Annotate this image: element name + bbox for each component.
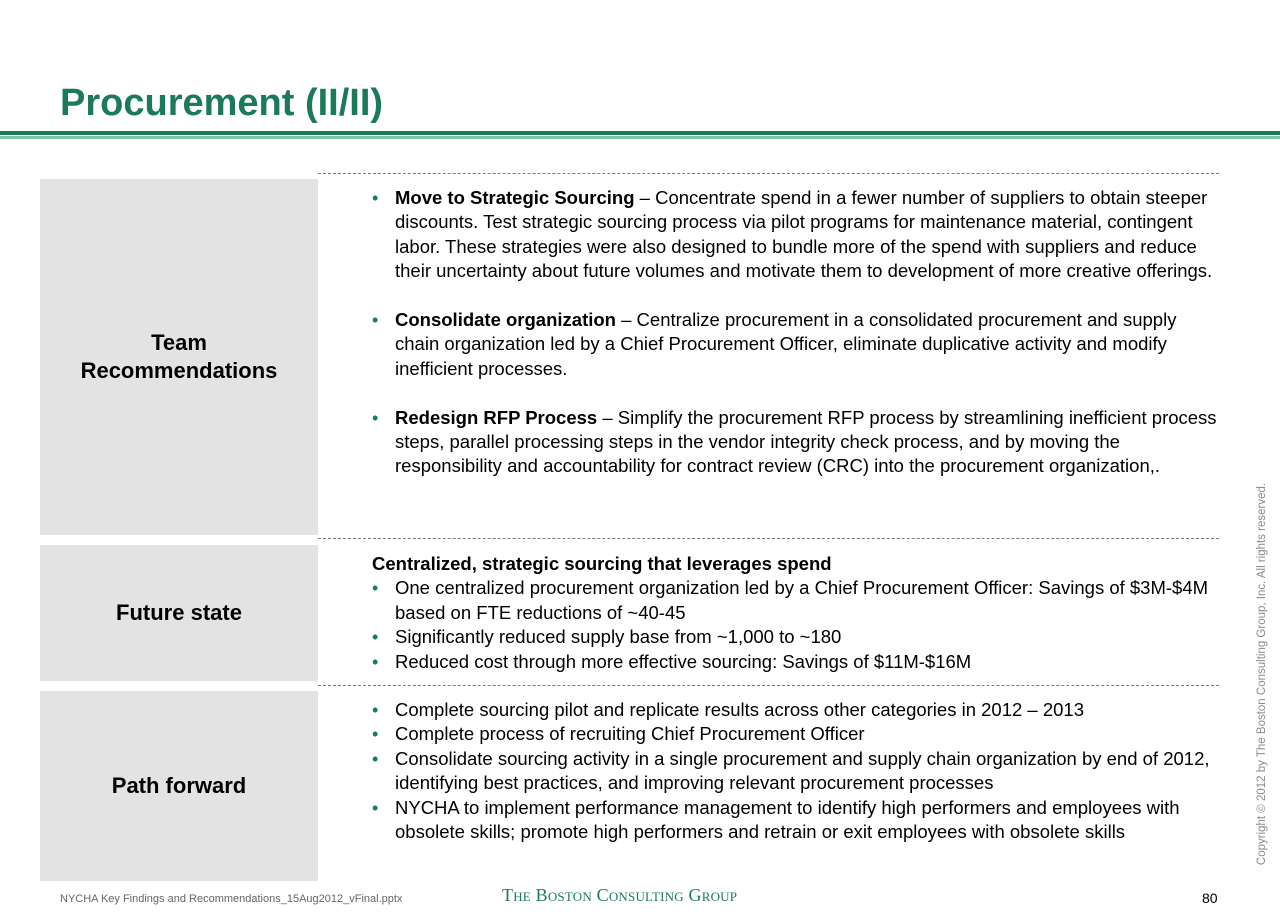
team-recommendations-list [372,186,1222,479]
list-item: • Complete sourcing pilot and replicate results across other categories in 2012 – 2013 [372,698,1222,722]
item-text: – Simplify the procurement RFP process by streamlining inefficient process steps, parallel processing steps in the vendor integrity check process, and by moving the responsibility and accountability for contract review (CRC) into the procurement organization,. [395,406,1217,477]
section-divider-top [318,173,1219,174]
list-item: • Significantly reduced supply base from ~1,000 to ~180 [372,625,1222,649]
item-heading: Consolidate organization [395,309,616,331]
path-forward-label: Path forward [111,773,247,798]
section-divider-middle [318,538,1219,539]
list-item [372,186,1222,284]
title-divider [0,131,1280,135]
list-item: • Reduced cost through more effective sourcing: Savings of $11M-$16M [372,650,1222,674]
future-state-heading: Centralized, strategic sourcing that leverages spend [372,553,832,574]
path-forward-label-box [40,691,318,881]
item-heading: Move to Strategic Sourcing [395,187,635,208]
list-item [372,406,1222,479]
team-recommendations-label: Team Recommendations [80,330,278,383]
future-state-label-box [40,545,318,681]
future-state-content [372,552,1222,674]
path-forward-content [372,698,1222,844]
team-recommendations-label-box [40,179,318,535]
copyright-text: Copyright © 2012 by The Boston Consulting Group, Inc. All rights reserved. [1256,482,1268,866]
list-item: • Consolidate sourcing activity in a single procurement and supply chain organization by end of 2012, identifying best practices, and improving relevant procurement processes [372,747,1222,796]
footer-filename: NYCHA Key Findings and Recommendations_15Aug2012_vFinal.pptx [60,893,403,905]
item-heading: Redesign RFP Process [395,406,598,428]
future-state-label: Future state [116,600,242,625]
future-state-list [372,576,1222,674]
section-divider-lower [318,685,1219,686]
page-number: 80 [1202,890,1218,906]
title-divider-accent [0,136,1280,139]
path-forward-list [372,698,1222,844]
list-item: • NYCHA to implement performance management to identify high performers and employees with obsolete skills; promote high performers and retrain or exit employees with obsolete skills [372,796,1222,845]
bcg-logo: The Boston Consulting Group [502,885,738,905]
item-text: – Centralize procurement in a consolidated procurement and supply chain organization led by a Chief Procurement Officer, eliminate duplicative activity and modify inefficient processes. [395,309,1177,379]
list-item: • One centralized procurement organization led by a Chief Procurement Officer: Savings of $3M-$4M based on FTE reductions of ~40-45 [372,576,1222,625]
list-item: • Complete process of recruiting Chief Procurement Officer [372,722,1222,746]
team-recommendations-content [372,186,1222,479]
list-item [372,308,1222,381]
item-text: – Concentrate spend in a fewer number of suppliers to obtain steeper discounts. Test strategic sourcing process via pilot programs for maintenance material, contingent labor. These strategies were also designed to bundle more of the spend with suppliers and reduce their uncertainty about future volumes and motivate them to development of more creative offerings. [395,187,1213,282]
page-title: Procurement (II/II) [60,82,384,124]
